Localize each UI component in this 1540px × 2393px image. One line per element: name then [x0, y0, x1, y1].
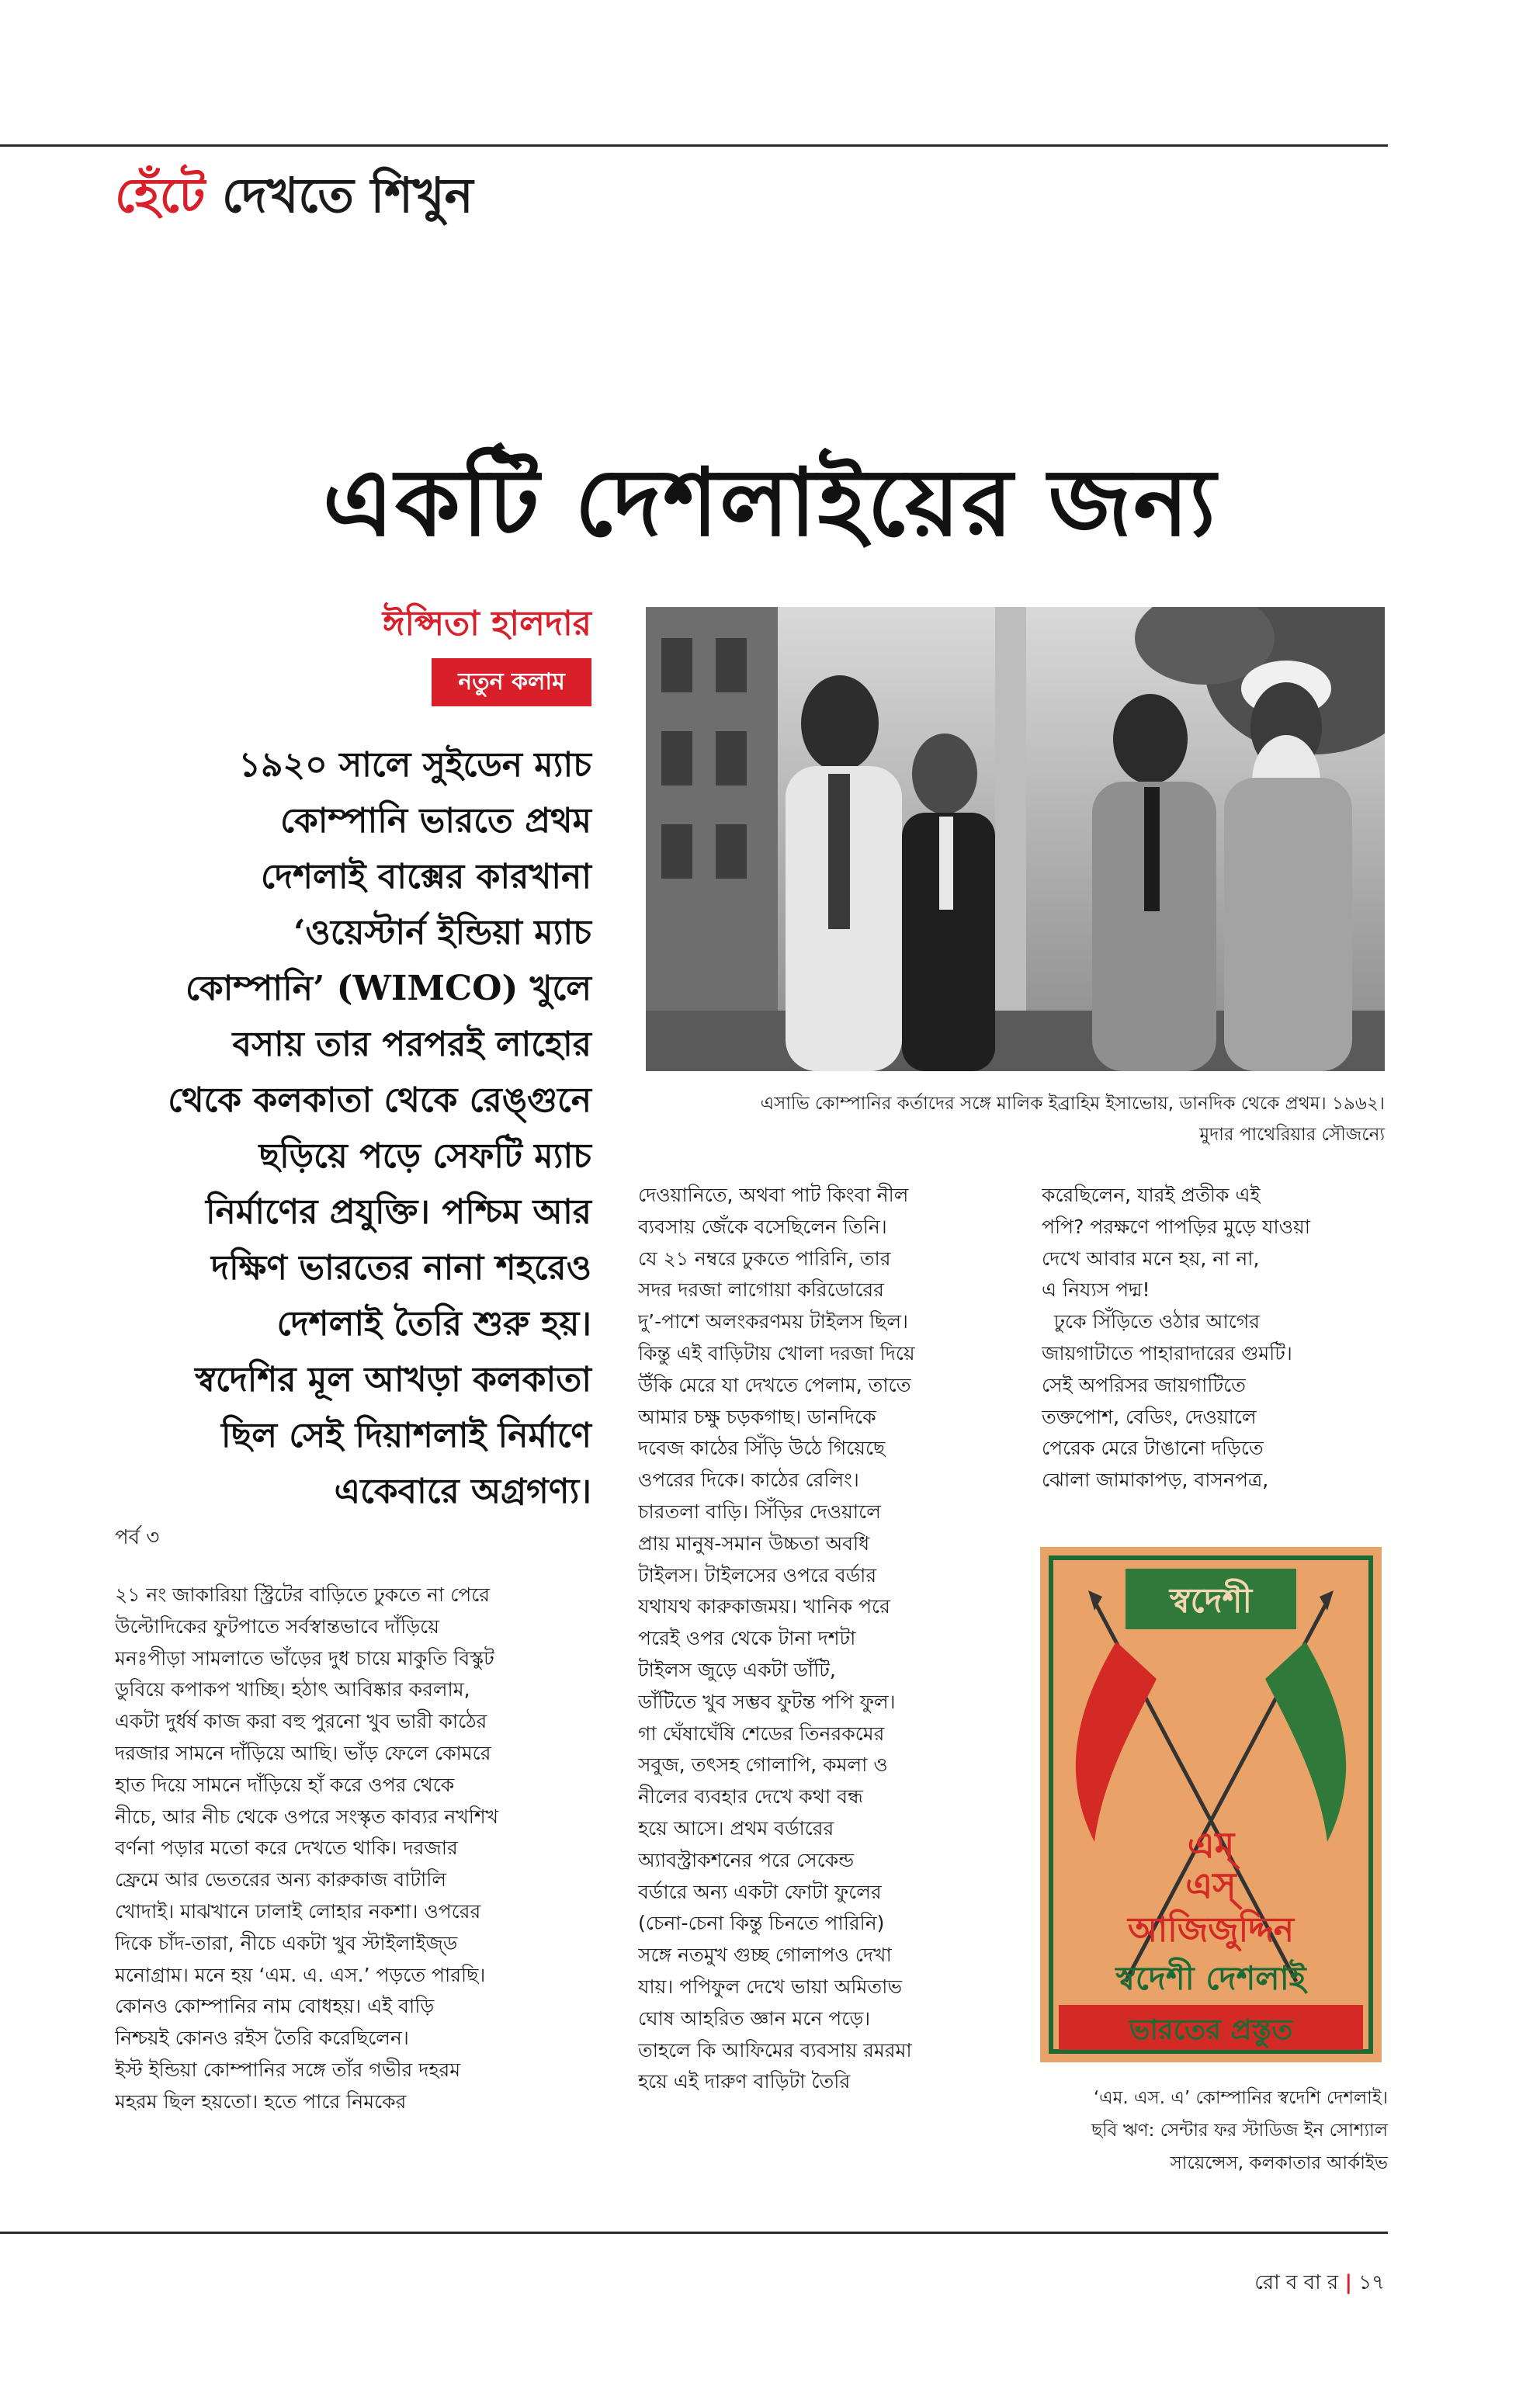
body-line: দবেজ কাঠের সিঁড়ি উঠে গিয়েছে	[638, 1437, 886, 1460]
body-line: তক্তপোশ, বেডিং, দেওয়ালে	[1042, 1405, 1257, 1428]
matchbox-name: আজিজুদ্দিন	[1127, 1910, 1295, 1950]
body-line: গা ঘেঁষাঘেঁষি শেডের তিনরকমের	[638, 1722, 885, 1745]
body-line: চারতলা বাড়ি। সিঁড়ির দেওয়ালে	[638, 1500, 881, 1523]
standfirst-line: নির্মাণের প্রযুক্তি। পশ্চিম আর	[205, 1192, 591, 1232]
section-title-red: হেঁটে	[115, 167, 206, 224]
body-line: ২১ নং জাকারিয়া স্ট্রিটের বাড়িতে ঢুকতে না পেরে	[115, 1583, 491, 1606]
photo-credit: মুদার পাথেরিয়ার সৌজন্যে	[1199, 1125, 1385, 1145]
bottom-rule	[0, 2232, 1388, 2234]
body-line: দরজার সামনে দাঁড়িয়ে আছি। ভাঁড় ফেলে কোমরে	[115, 1741, 491, 1764]
body-line: সঙ্গে নতমুখ গুচ্ছ গোলাপও দেখা	[638, 1944, 892, 1967]
standfirst-line: দক্ষিণ ভারতের নানা শহরেও	[210, 1248, 591, 1288]
magazine-name: রো ব বা র	[1254, 2271, 1339, 2294]
body-line: জায়গাটাতে পাহারাদারের গুমটি।	[1042, 1341, 1292, 1365]
standfirst-line: ‘ওয়েস্টার্ন ইন্ডিয়া ম্যাচ	[293, 913, 591, 952]
group-photo-image	[646, 607, 1385, 1071]
author-name: ঈপ্সিতা হালদার	[382, 604, 591, 643]
body-line: অ্যাবস্ট্রাকশনের পরে সেকেন্ড	[638, 1848, 855, 1871]
body-line: নীচে, আর নীচ থেকে ওপরে সংস্কৃত কাব্যর নখশিখ	[115, 1805, 499, 1828]
body-line: দু’-পাশে অলংকরণময় টাইলস ছিল।	[638, 1310, 908, 1333]
body-line: পেরেক মেরে টাঙানো দড়িতে	[1042, 1437, 1264, 1460]
matchbox-es: এস্‌	[1185, 1864, 1237, 1906]
standfirst-line: ছড়িয়ে পড়ে সেফটি ম্যাচ	[258, 1136, 591, 1176]
body-line: ডুবিয়ে কপাকপ খাচ্ছি। হঠাৎ আবিষ্কার করলাম,	[115, 1678, 470, 1701]
body-line: ঘোষ আহরিত জ্ঞান মনে পড়ে।	[638, 2006, 871, 2030]
matchbox-top-label: স্বদেশী	[1169, 1581, 1253, 1621]
body-line: আমার চক্ষু চড়কগাছ। ডানদিকে	[638, 1405, 876, 1428]
standfirst-line: স্বদেশির মূল আখড়া কলকাতা	[195, 1360, 591, 1399]
body-line: হয়ে আসে। প্রথম বর্ডারের	[638, 1816, 834, 1840]
matchbox-caption-line: ‘এম. এস. এ’ কোম্পানির স্বদেশি দেশলাই।	[1093, 2088, 1388, 2108]
body-column-2	[638, 1180, 1001, 2098]
body-line: ব্যবসায় জেঁকে বসেছিলেন তিনি।	[638, 1215, 887, 1238]
matchbox-caption-line: সায়েন্সেস, কলকাতার আর্কাইভ	[1170, 2153, 1388, 2173]
body-column-3	[1042, 1180, 1389, 1496]
standfirst	[101, 737, 591, 1520]
body-line: তাহলে কি আফিমের ব্যবসায় রমরমা	[638, 2038, 912, 2062]
body-line: ওপরের দিকে। কাঠের রেলিং।	[638, 1469, 859, 1492]
body-line: করেছিলেন, যারই প্রতীক এই	[1042, 1184, 1261, 1206]
body-line: দিকে চাঁদ-তারা, নীচে একটা খুব স্টাইলাইজ্‌ড	[115, 1931, 458, 1954]
photo-caption-line: এসাভি কোম্পানির কর্তাদের সঙ্গে মালিক ইব্রাহিম ইসাভোয়, ডানদিক থেকে প্রথম। ১৯৬২।	[760, 1094, 1385, 1114]
matchbox-bottom-label: ভারতের প্রস্তুত	[1129, 2014, 1293, 2046]
matchbox-brand: স্বদেশী দেশলাই	[1115, 1959, 1306, 1997]
standfirst-line: দেশলাই বাক্সের কারখানা	[261, 857, 591, 897]
body-line: টাইলস। টাইলসের ওপরে বর্ডার	[638, 1563, 877, 1587]
body-line: যথাযথ কারুকাজময়। খানিক পরে	[638, 1595, 890, 1618]
body-line: উল্টোদিকের ফুটপাতে সর্বস্বান্তভাবে দাঁড়িয়ে	[115, 1614, 439, 1638]
body-line: ইস্ট ইন্ডিয়া কোম্পানির সঙ্গে তাঁর গভীর দহরম	[115, 2058, 461, 2081]
top-rule	[0, 144, 1388, 147]
body-line: সেই অপরিসর জায়গাটিতে	[1042, 1373, 1246, 1396]
body-line: ঝোলা জামাকাপড়, বাসনপত্র,	[1042, 1469, 1269, 1492]
section-title-dark: দেখতে শিখুন	[222, 167, 473, 224]
standfirst-line: কোম্পানি’ (WIMCO) খুলে	[186, 969, 591, 1008]
body-line: বর্ণনা পড়ার মতো করে দেখতে থাকি। দরজার	[115, 1836, 458, 1860]
standfirst-line: ছিল সেই দিয়াশলাই নির্মাণে	[221, 1416, 591, 1455]
group-photo	[646, 607, 1385, 1071]
body-line: মহরম ছিল হয়তো। হতে পারে নিমকের	[115, 2090, 407, 2113]
photo-caption	[646, 1088, 1385, 1150]
standfirst-line: থেকে কলকাতা থেকে রেঙ্গুনে	[168, 1080, 591, 1120]
standfirst-line: বসায় তার পরপরই লাহোর	[232, 1025, 591, 1064]
body-line: টাইলস জুড়ে একটা ডাঁটি,	[638, 1658, 836, 1681]
part-label: পর্ব ৩	[115, 1526, 160, 1549]
footer-separator: |	[1344, 2271, 1352, 2294]
matchbox-em: এম্‌	[1187, 1824, 1235, 1866]
section-title	[115, 159, 473, 239]
body-line: বর্ডারে অন্য একটা ফোটা ফুলের	[638, 1880, 882, 1903]
body-line: মনোগ্রাম। মনে হয় ‘এম. এ. এস.’ পড়তে পারছি।	[115, 1963, 486, 1986]
body-column-1	[115, 1580, 596, 2118]
body-line: দেখে আবার মনে হয়, না না,	[1042, 1247, 1260, 1270]
body-line: নীলের ব্যবহার দেখে কথা বন্ধ	[638, 1785, 863, 1809]
body-line: একটা দুর্ধর্ষ কাজ করা বহু পুরনো খুব ভারী কাঠের	[115, 1710, 487, 1733]
body-line: নিশ্চয়ই কোনও রইস তৈরি করেছিলেন।	[115, 2027, 409, 2050]
standfirst-line: কোম্পানি ভারতে প্রথম	[280, 801, 591, 841]
body-line: এ নিয্যস পদ্ম!	[1042, 1278, 1150, 1302]
body-line: পপি? পরক্ষণে পাপড়ির মুড়ে যাওয়া	[1042, 1215, 1311, 1238]
body-line: যায়। পপিফুল দেখে ভায়া অমিতাভ	[638, 1975, 903, 1998]
body-line: হাত দিয়ে সামনে দাঁড়িয়ে হাঁ করে ওপর থেকে	[115, 1773, 455, 1796]
standfirst-line: দেশলাই তৈরি শুরু হয়।	[276, 1304, 591, 1344]
headline: একটি দেশলাইয়ের জন্য	[322, 448, 1218, 557]
matchbox-caption	[1001, 2082, 1388, 2180]
body-line: দেওয়ানিতে, অথবা পাট কিংবা নীল	[638, 1184, 909, 1206]
body-line: প্রায় মানুষ-সমান উচ্চতা অবধি	[638, 1531, 870, 1555]
body-line: সদর দরজা লাগোয়া করিডোরের	[638, 1278, 884, 1302]
body-line: (চেনা-চেনা কিন্তু চিনতে পারিনি)	[638, 1912, 885, 1935]
body-line: ঢুকে সিঁড়িতে ওঠার আগের	[1042, 1310, 1260, 1333]
standfirst-line: একেবারে অগ্রগণ্য।	[334, 1472, 591, 1511]
matchbox-label-svg	[1040, 1547, 1382, 2062]
body-line: সবুজ, তৎসহ গোলাপি, কমলা ও	[638, 1753, 888, 1777]
body-line: ডাঁটিতে খুব সম্ভব ফুটন্ত পপি ফুল।	[638, 1690, 896, 1713]
page-footer	[1133, 2266, 1385, 2301]
page-number: ১৭	[1358, 2271, 1385, 2294]
body-line: পরেই ওপর থেকে টানা দশটা	[638, 1627, 856, 1650]
body-line: হয়ে এই দারুণ বাড়িটা তৈরি	[638, 2070, 851, 2093]
body-line: যে ২১ নম্বরে ঢুকতে পারিনি, তার	[638, 1247, 891, 1270]
body-line: মনঃপীড়া সামলাতে ভাঁড়ের দুধ চায়ে মাকুতি বিস্কুট	[115, 1646, 494, 1670]
body-line: কিন্তু এই বাড়িটায় খোলা দরজা দিয়ে	[638, 1341, 915, 1365]
body-line: কোনও কোম্পানির নাম বোধহয়। এই বাড়ি	[115, 1995, 435, 2018]
new-column-badge: নতুন কলাম	[432, 658, 591, 706]
body-line: খোদাই। মাঝখানে ঢালাই লোহার নকশা। ওপরের	[115, 1899, 481, 1923]
body-line: ফ্রেমে আর ভেতরের অন্য কারুকাজ বাটালি	[115, 1868, 447, 1892]
body-line: উঁকি মেরে যা দেখতে পেলাম, তাতে	[638, 1373, 911, 1396]
standfirst-line: ১৯২০ সালে সুইডেন ম্যাচ	[238, 745, 591, 785]
matchbox-caption-line: ছবি ঋণ: সেন্টার ফর স্টাডিজ ইন সোশ্যাল	[1091, 2121, 1388, 2141]
matchbox-label-image	[1040, 1547, 1382, 2062]
